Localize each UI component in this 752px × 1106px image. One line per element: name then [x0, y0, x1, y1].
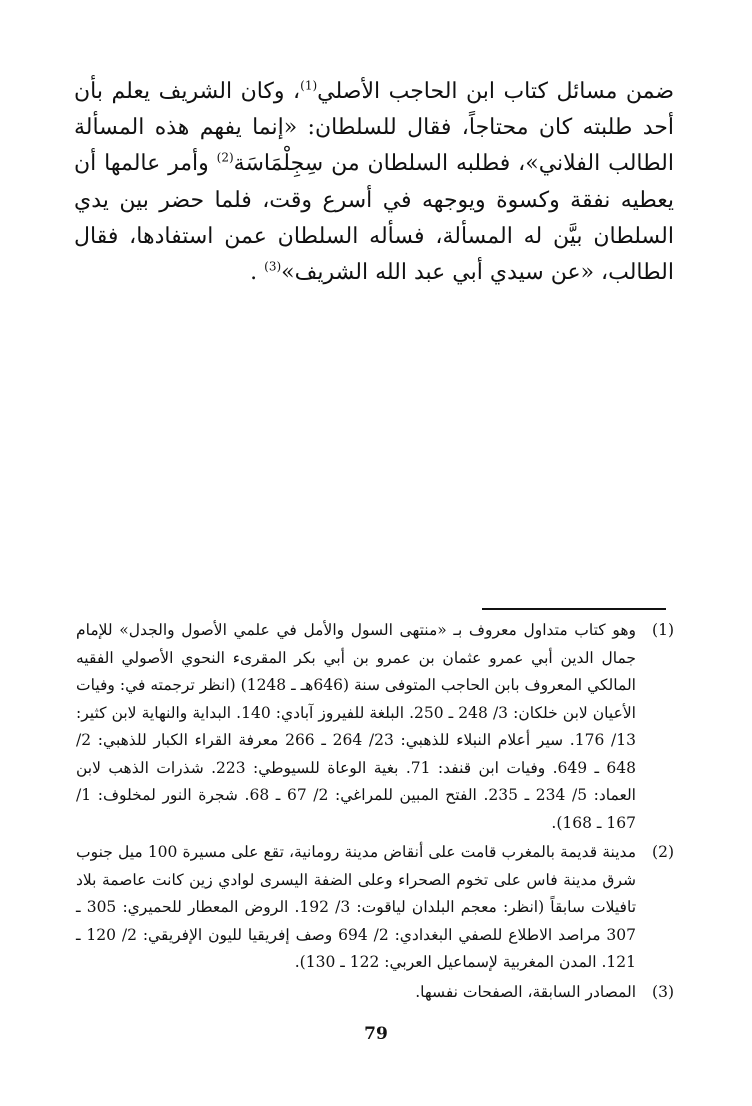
main-text-part-3: وأمر عالمها أن يعطيه نفقة وكسوة ويوجهه في أسرع وقت، فلما حضر بين يدي السلطان بيَّن له المسألة، فسأله السلطان عمن استفادها، فقال الطالب، «عن سيدي أبي عبد الله الشريف»	[74, 151, 674, 286]
footnotes-section	[76, 617, 674, 1008]
footnote-ref-2[interactable]: (2)	[216, 151, 234, 166]
footnote-2	[76, 839, 674, 977]
main-text-part-4: .	[250, 260, 265, 286]
main-text-part-1: ضمن مسائل كتاب ابن الحاجب الأصلي	[317, 79, 674, 104]
footnote-separator	[482, 608, 666, 610]
main-text-part-2: ، وكان الشريف يعلم بأن أحد طلبته كان محتاجاً، فقال للسلطان: «إنما يفهم هذه المسألة الطالب الفلاني»، فطلبه السلطان من سِجِلْمَاسَة	[74, 79, 674, 177]
footnote-ref-1[interactable]: (1)	[300, 78, 318, 93]
footnote-1	[76, 617, 674, 837]
page-number: 79	[364, 1024, 388, 1044]
footnote-number: (1)	[652, 621, 674, 639]
footnote-number: (3)	[652, 982, 674, 1001]
footnote-3	[76, 979, 674, 1007]
footnote-number: (2)	[652, 843, 674, 861]
footnote-ref-3[interactable]: (3)	[264, 259, 282, 274]
footnote-text: المصادر السابقة، الصفحات نفسها.	[415, 982, 636, 1001]
footnote-text: مدينة قديمة بالمغرب قامت على أنقاض مدينة رومانية، تقع على مسيرة 100 ميل جنوب شرق مدينة فاس على تخوم الصحراء وعلى الضفة اليسرى لوادي زين كانت عاصمة بلاد تافيلات سابقاً (انظر: معجم البلدان لياقوت: 3/ 192. الروض المعطار للحميري: 305 ـ 307 مراصد الاطلاع للصفي البغدادي: 2/ 694 وصف إفريقيا لليون الإفريقي: 2/ 120 ـ 121. المدن المغربية لإسماعيل العربي: 122 ـ 130).	[76, 843, 637, 971]
main-paragraph	[74, 74, 674, 291]
footnote-text: وهو كتاب متداول معروف بـ «منتهى السول والأمل في علمي الأصول والجدل» للإمام جمال الدين أبي عمرو عثمان بن عمرو بن أبي بكر المقرىء النحوي الأصولي الفقيه المالكي المعروف بابن الحاجب المتوفى سنة (646هـ ـ 1248) (انظر ترجمته في: وفيات الأعيان لابن خلكان: 3/ 248 ـ 250. البلغة للفيروز آبادي: 140. البداية والنهاية لابن كثير: 13/ 176. سير أعلام النبلاء للذهبي: 23/ 264 ـ 266 معرفة القراء الكبار للذهبي: 2/ 648 ـ 649. وفيات ابن قنفد: 71. بغية الوعاة للسيوطي: 223. شذرات الذهب لابن العماد: 5/ 234 ـ 235. الفتح المبين للمراغي: 2/ 67 ـ 68. شجرة النور لمخلوف: 1/ 167 ـ 168).	[76, 621, 636, 832]
